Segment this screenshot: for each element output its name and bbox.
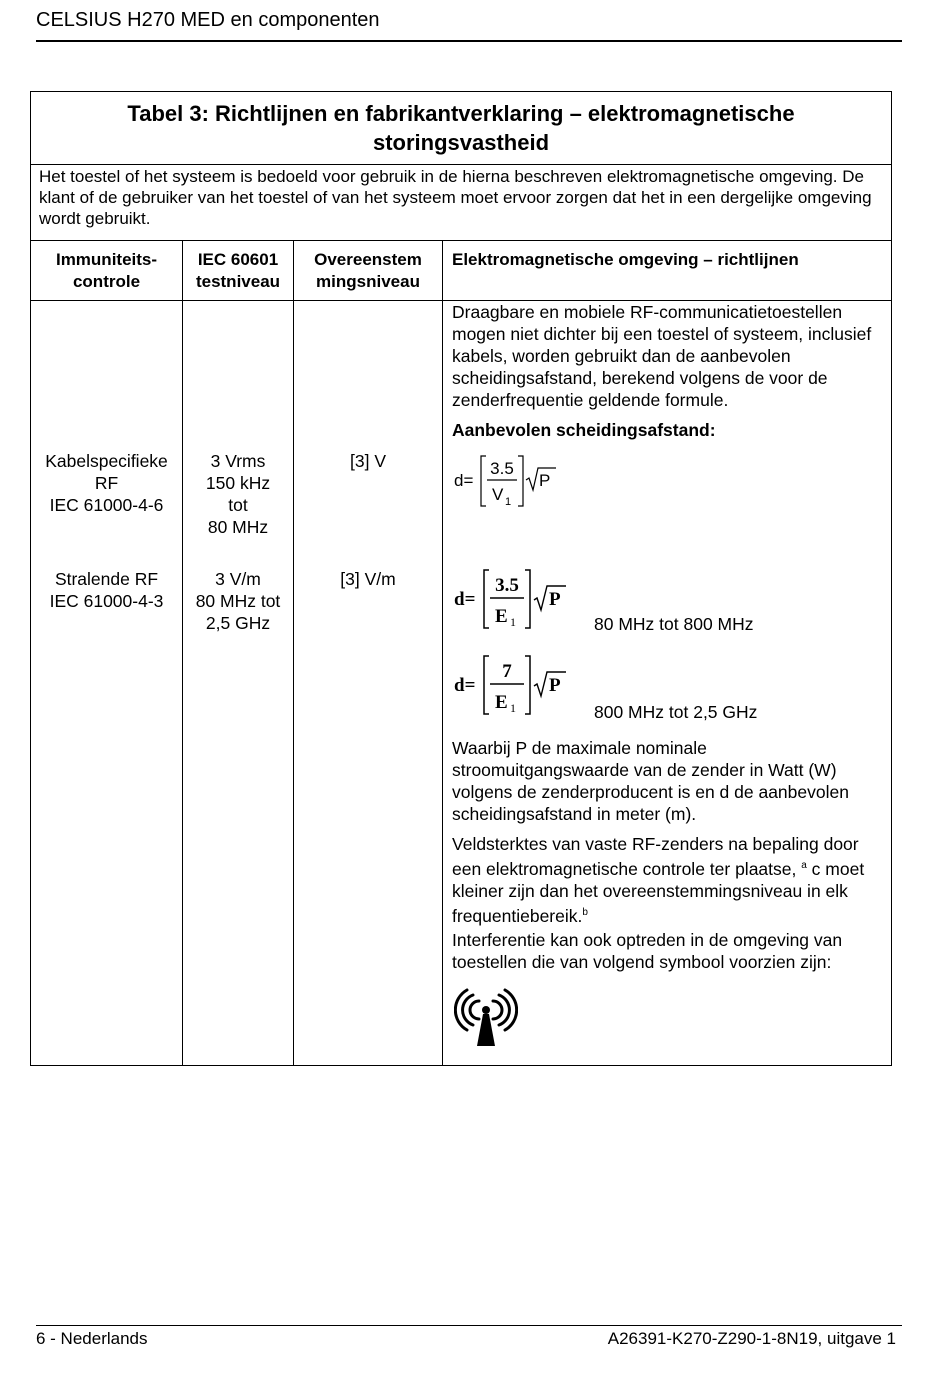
page-header (36, 6, 902, 42)
table-divider (31, 240, 891, 241)
column-header-line: testniveau (195, 272, 281, 291)
table-intro: Het toestel of het systeem is bedoeld voor gebruik in de hierna beschreven elektromagnetische omgeving. De klant of de gebruiker van het toestel of van het systeem moet ervoor zorgen dat het in een dergelijke omgeving wordt gebruikt. (39, 167, 872, 228)
cell-line: Stralende RF (54, 569, 159, 589)
cell-line: Kabelspecifieke (45, 451, 168, 471)
table-title (31, 99, 891, 157)
frequency-range: 80 MHz tot 800 MHz (594, 614, 754, 634)
guidance-paragraph: Interferentie kan ook optreden in de omgeving van toestellen die van volgend symbool voorzien zijn: (452, 930, 843, 972)
column-header-line: IEC 60601 (197, 250, 279, 269)
cell-line: 3 V/m (215, 569, 261, 589)
column-header-line: mingsniveau (316, 272, 420, 291)
formula-d: d= (454, 675, 476, 696)
formula-numerator: 3.5 (495, 575, 519, 596)
cell-line: 2,5 GHz (205, 613, 271, 633)
table-divider (31, 164, 891, 165)
row-conducted-rf-level (183, 450, 293, 538)
row-radiated-rf-compliance: [3] V/m (340, 569, 396, 589)
page-footer (36, 1325, 902, 1349)
row-conducted-rf-compliance: [3] V (350, 451, 386, 471)
guidance-paragraph: Draagbare en mobiele RF-communicatietoestellen mogen niet dichter bij een toestel of systeem, inclusief kabels, worden gebruikt dan de aanbevolen scheidingsafstand, berekend volgens de voor de zenderfrequentie geldende formule. (452, 302, 872, 410)
document-reference: A26391-K270-Z290-1-8N19, uitgave 1 (607, 1329, 896, 1348)
page-header-title: CELSIUS H270 MED en componenten (36, 9, 380, 31)
formula-denominator: E (495, 606, 508, 627)
column-header-line: Immuniteits- (55, 250, 158, 269)
column-divider (182, 240, 183, 1066)
cell-line: 3 Vrms (210, 451, 266, 471)
column-header-line: Overeenstem (314, 250, 422, 269)
formula-numerator: 3.5 (490, 459, 514, 478)
column-header-compliance-level (294, 249, 442, 293)
cell-line: IEC 61000-4-6 (49, 495, 164, 515)
guidance-text: Veldsterktes van vaste RF-zenders na bepaling door een elektromagnetische controle ter plaatse, (452, 834, 859, 879)
formula-denominator: V (492, 485, 504, 504)
immunity-table (30, 91, 892, 1066)
formula-radicand: P (549, 675, 561, 696)
formula-d: d= (454, 589, 476, 610)
formula-radiated-800-2500 (452, 652, 582, 718)
formula-radicand: P (539, 471, 551, 490)
cell-line: 80 MHz (207, 517, 269, 537)
column-header-line: controle (72, 272, 141, 291)
formula-d: d= (454, 471, 474, 490)
formula-subscript: 1 (510, 615, 516, 629)
formula-numerator: 7 (502, 661, 512, 682)
column-divider (293, 240, 294, 1066)
cell-line: tot (228, 495, 248, 515)
cell-line: 80 MHz tot (195, 591, 281, 611)
footnote-marker: a (801, 860, 807, 871)
formula-radicand: P (549, 589, 561, 610)
formula-radiated-80-800 (452, 566, 582, 632)
formula-subscript: 1 (505, 496, 512, 508)
row-conducted-rf-test (31, 450, 182, 516)
row-radiated-rf-test (31, 568, 182, 612)
recommended-distance-label: Aanbevolen scheidingsafstand: (452, 420, 716, 440)
cell-line: 150 kHz (205, 473, 271, 493)
page-number: 6 - Nederlands (36, 1329, 148, 1348)
guidance-text: c moet kleiner zijn dan het overeenstemmingsniveau in elk frequentiebereik. (452, 858, 865, 926)
formula-subscript: 1 (510, 701, 516, 715)
cell-line: RF (94, 473, 119, 493)
column-header-guidance: Elektromagnetische omgeving – richtlijnen (452, 250, 799, 269)
column-header-immunity-test (31, 249, 182, 293)
row-radiated-rf-level (183, 568, 293, 634)
formula-conducted (452, 452, 562, 512)
frequency-range: 800 MHz tot 2,5 GHz (594, 702, 758, 722)
guidance-paragraph: Waarbij P de maximale nominale stroomuitgangswaarde van de zender in Watt (W) volgens de zenderproducent is en d de aanbevolen scheidingsafstand in meter (m). (452, 738, 849, 824)
formula-denominator: E (495, 692, 508, 713)
cell-line: IEC 61000-4-3 (49, 591, 164, 611)
non-ionizing-radiation-icon (454, 988, 518, 1048)
table-title-line: Tabel 3: Richtlijnen en fabrikantverklaring – elektromagnetische (127, 101, 795, 126)
guidance-paragraph (452, 833, 886, 927)
table-title-line: storingsvastheid (372, 130, 550, 155)
column-divider (442, 240, 443, 1066)
footnote-marker: b (582, 906, 588, 918)
column-header-test-level (183, 249, 293, 293)
